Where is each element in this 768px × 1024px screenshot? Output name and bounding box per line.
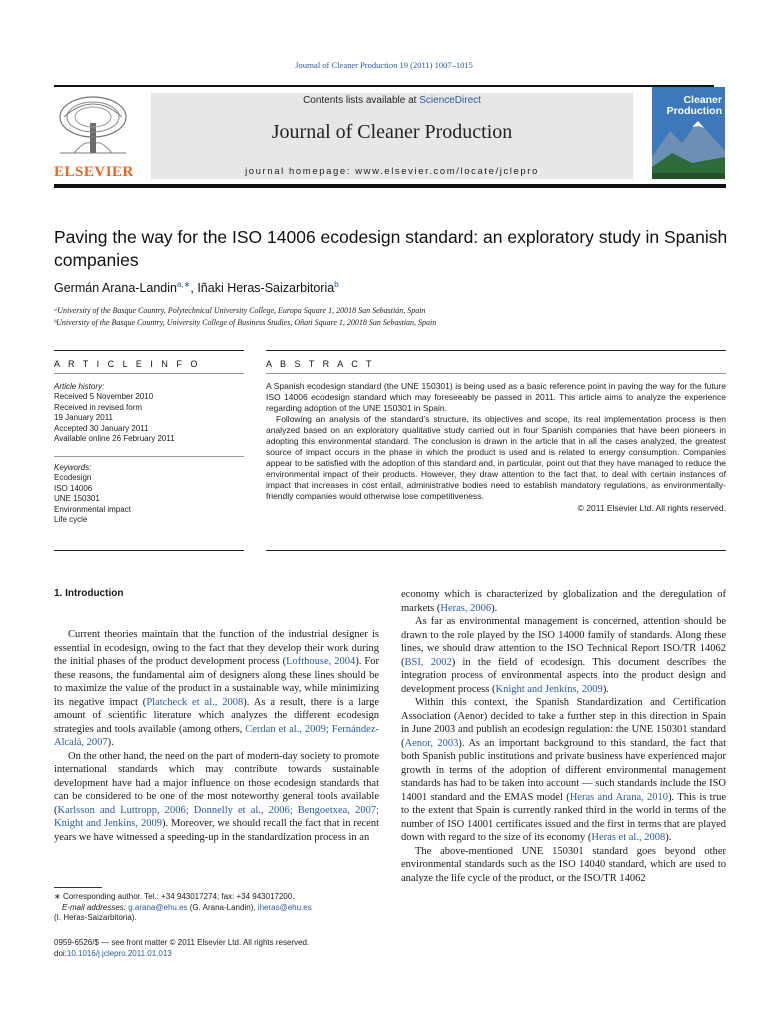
footnote — [54, 892, 379, 924]
header-thick-rule — [54, 184, 726, 188]
text: ). As a result, there is a large amount of scientific literature which analyzes the different ecodesign strategies and tools available (among others, — [54, 696, 379, 735]
text: Current theories maintain that the function of the industrial designer is essential in ecodesign, owing to the fact that they develop their work during the initial phases of the product development process ( — [54, 629, 379, 667]
history-label: Article history: — [54, 382, 105, 391]
body-paragraph — [401, 696, 726, 845]
history-item: Received 5 November 2010 — [54, 392, 154, 402]
body-paragraph — [54, 750, 379, 845]
elsevier-tree-icon — [54, 93, 132, 157]
author-list — [54, 280, 339, 295]
text: ). — [107, 737, 114, 748]
abstract-paragraph: Following an analysis of the standard’s structure, its objectives and scope, its real implementation process is then analyzed based on an exploratory qualitative study carried out in four Spanish companies that have been pioneers in adopting this environmental standard. The conclusion is drawn in the article that in all the cases analyzed, the greatest source of impact occurs in the phase in which the product is used and is related to energy consumption. Companies appear to be satisfied with the adoption of this standard and, in particular, point out that they have managed to reduce the environmental impact of their products. However, they draw attention to the fact that, to deal with certain instances of impact that increases in cost entail, administrative bodies need to establish mandatory regulations, as environmentally-friendly companies would otherwise lose competitiveness. — [266, 414, 726, 501]
text: ). As an important background to this standard, the fact that both Spanish public institutions and private business have experienced major growth in terms of the adoption of different environmental management standards has had to be taken into account — such standards include the ISO 14001 standard and the EMAS model ( — [401, 737, 726, 803]
text: ). — [665, 832, 672, 843]
body-paragraph — [54, 628, 379, 750]
email-link[interactable]: iheras@ehu.es — [257, 902, 312, 912]
issn-line: 0959-6526/$ — see front matter © 2011 Elsevier Ltd. All rights reserved. — [54, 938, 310, 947]
text: economy which is characterized by globalization and the deregulation of markets ( — [401, 589, 726, 614]
cover-title-1: Cleaner — [683, 94, 722, 106]
text: ). This is true to the extent that Spain is currently ranked third in the world in terms of the number of ISO 14001 certificates issued and the first in terms that are played down with regard to the size of its economy ( — [401, 791, 726, 843]
cover-title-2: Production — [666, 105, 722, 117]
journal-title: Journal of Cleaner Production — [271, 121, 513, 143]
email-owner: (G. Arana-Landin), — [187, 902, 258, 912]
text: As far as environmental management is concerned, attention should be drawn to the role played by the ISO 14000 family of standards. Along these lines, we should draw attention to the ISO Technical Report ISO/TR 14062 ( — [401, 616, 726, 668]
footnote-marker: ∗ — [54, 892, 63, 901]
elsevier-logo — [54, 93, 132, 179]
keywords-label: Keywords: — [54, 463, 92, 472]
author-2-affiliation[interactable]: b — [334, 280, 339, 289]
citation-link[interactable]: Cerdan et al., 2009; Fernández-Alcalá, 2007 — [54, 723, 379, 748]
citation-link[interactable]: Karlsson and Luttropp, 2006; Donnelly et al., 2006; Bengoetxea, 2007; Knight and Jenkins, 2009 — [54, 804, 379, 829]
email-link[interactable]: g.arana@ehu.es — [128, 902, 188, 912]
email-owner: (I. Heras-Saizarbitoria). — [54, 913, 137, 922]
article-info-heading: A R T I C L E I N F O — [54, 359, 201, 369]
publisher-name: ELSEVIER — [54, 164, 134, 180]
citation-link[interactable]: BSI, 2002 — [404, 656, 452, 668]
author-1-affiliation[interactable]: a,∗ — [177, 280, 191, 289]
author-separator: , — [190, 281, 198, 296]
doi-label: doi: — [54, 949, 67, 958]
text: ). Moreover, we should recall the fact that in recent years we have witnessed a speeding-up in the standardization process in an — [54, 818, 380, 843]
text: On the other hand, the need on the part of modern-day society to promote international standards which may contribute towards sustainable development have had a major influence on those ecodesign standards that can be considered to be one of the most noteworthy general tools available ( — [54, 750, 379, 816]
cover-title — [652, 95, 722, 117]
keyword-item: Environmental impact — [54, 504, 131, 514]
info-bottom-rule — [54, 550, 244, 551]
history-item: Received in revised form — [54, 402, 143, 412]
text: ) in the field of ecodesign. This document describes the integration process of environmental aspects into the product design and development process ( — [401, 656, 726, 695]
citation-link[interactable]: Heras et al., 2008 — [591, 832, 666, 843]
body-paragraph: The above-mentioned UNE 150301 standard goes beyond other environmental standards such as the ISO 14040 standard, which are used to analyze the life cycle of the product, or the ISO/TR 14062 — [401, 845, 726, 884]
history-item: Accepted 30 January 2011 — [54, 423, 149, 433]
body-column-right — [401, 588, 726, 885]
body-paragraph — [401, 615, 726, 696]
journal-citation[interactable]: Journal of Cleaner Production 19 (2011) 1007–1015 — [295, 60, 473, 70]
article-history — [54, 382, 244, 444]
text: Within this context, the Spanish Standardization and Certification Association (Aenor) decided to take a further step in this direction in Spain in June 2003 and publish an ecodesign regulation: the UNE 150301 standard ( — [401, 697, 726, 749]
keyword-item: ISO 14006 — [54, 483, 93, 493]
front-matter — [54, 937, 454, 959]
abstract-copyright: © 2011 Elsevier Ltd. All rights reserved. — [577, 503, 726, 513]
keyword-item: UNE 150301 — [54, 494, 100, 504]
sciencedirect-link[interactable]: ScienceDirect — [419, 95, 481, 106]
doi-link[interactable]: 10.1016/j.jclepro.2011.01.013 — [66, 949, 172, 958]
footnote-rule — [54, 887, 102, 888]
info-sub-rule — [54, 373, 244, 374]
abstract-top-rule — [266, 350, 726, 351]
contents-line — [151, 95, 633, 106]
journal-cover[interactable] — [652, 87, 725, 179]
section-heading-introduction: 1. Introduction — [54, 588, 124, 599]
abstract-paragraph: A Spanish ecodesign standard (the UNE 150301) is being used as a basic reference point in paving the way for the future ISO 14006 ecodesign standard which may foreseeably be passed in 2011. This article aims to analyze the experience regarding adoption of the UNE 150301 in Spain. — [266, 381, 726, 413]
citation-link[interactable]: Aenor, 2003 — [404, 737, 459, 749]
body-paragraph — [401, 588, 726, 615]
header-rule — [54, 85, 714, 87]
keyword-item: Ecodesign — [54, 473, 92, 483]
history-item: 19 January 2011 — [54, 413, 114, 423]
keywords — [54, 463, 244, 525]
doi-line — [54, 948, 454, 959]
keywords-rule — [54, 456, 244, 457]
corresponding-author-note — [54, 892, 379, 903]
keyword-item: Life cycle — [54, 515, 88, 525]
abstract-body — [266, 381, 726, 514]
text: ). — [602, 683, 609, 695]
abstract-sub-rule — [266, 373, 726, 374]
citation-link[interactable]: Lofthouse, 2004 — [286, 656, 356, 667]
article-title: Paving the way for the ISO 14006 ecodesign standard: an exploratory study in Spanish companies — [54, 227, 728, 270]
citation-link[interactable]: Knight and Jenkins, 2009 — [495, 683, 603, 695]
footnote-text: Corresponding author. Tel.: +34 943017274; fax: +34 943017200. — [62, 892, 295, 901]
affiliation-b: ᵇUniversity of the Basque Country, University College of Business Studies, Oñati Square 1, 20018 San Sebastian, Spain — [54, 318, 437, 327]
abstract-heading: A B S T R A C T — [266, 359, 375, 369]
body-column-left — [54, 628, 379, 844]
history-item: Available online 26 February 2011 — [54, 434, 175, 444]
author-1: Germán Arana-Landin — [54, 281, 177, 296]
info-top-rule — [54, 350, 244, 351]
citation-link[interactable]: Heras and Arana, 2010 — [569, 791, 669, 803]
email-label: E-mail addresses: — [62, 902, 129, 912]
citation-link[interactable]: Platcheck et al., 2008 — [146, 696, 244, 708]
author-2: Iñaki Heras-Saizarbitoria — [197, 281, 335, 296]
journal-homepage[interactable]: journal homepage: www.elsevier.com/locate/jclepro — [245, 166, 539, 177]
journal-banner — [151, 93, 633, 179]
contents-prefix: Contents lists available at — [303, 95, 420, 106]
text: ). For these reasons, the fundamental aim of designers along these lines should be to maximize the value of the product in a sustainable way, while minimizing its negative impact ( — [54, 656, 380, 708]
email-line — [54, 903, 379, 914]
citation-link[interactable]: Heras, 2006 — [440, 602, 492, 614]
text: ). — [491, 602, 498, 614]
affiliation-a: ᵃUniversity of the Basque Country, Polytechnical University College, Europa Square 1, 20018 San Sebastián, Spain — [54, 306, 426, 315]
abstract-bottom-rule — [266, 550, 726, 551]
